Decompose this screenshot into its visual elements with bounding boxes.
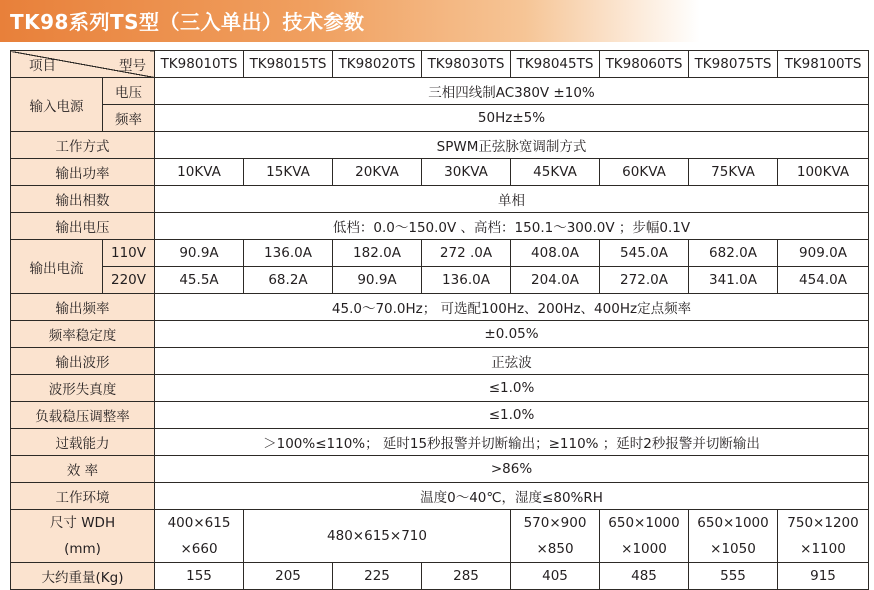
weight-cell: 555 [689,563,778,590]
weight-cell: 915 [778,563,869,590]
size-cell-top: 570×900 [523,515,587,531]
input-voltage-row [11,78,869,105]
efficiency-label: 效 率 [11,456,155,483]
item-label: 项目 [29,58,56,74]
model-header: TK98010TS [155,51,244,78]
output-current-cell: 545.0A [600,240,689,267]
output-current-cell: 909.0A [778,240,869,267]
distortion-value: ≤1.0% [155,375,869,402]
output-current-cell: 45.5A [155,267,244,294]
size-label-top: 尺寸 WDH [49,515,116,531]
output-current-110-row [11,240,869,267]
size-cell-bottom: ×1050 [710,541,756,557]
size-cell [778,510,869,563]
output-wave-row [11,348,869,375]
output-current-cell: 90.9A [333,267,422,294]
size-cell [689,510,778,563]
work-mode-value: SPWM正弦脉宽调制方式 [155,132,869,159]
weight-cell: 225 [333,563,422,590]
weight-cell: 405 [511,563,600,590]
output-phase-row [11,186,869,213]
size-cell [511,510,600,563]
load-regulation-value: ≤1.0% [155,402,869,429]
model-label: 型号 [119,58,146,74]
work-mode-row [11,132,869,159]
load-regulation-label: 负载稳压调整率 [11,402,155,429]
header-diagonal-cell [11,51,155,78]
size-cell-bottom: ×850 [536,541,574,557]
output-phase-label: 输出相数 [11,186,155,213]
output-current-cell: 341.0A [689,267,778,294]
output-current-cell: 136.0A [244,240,333,267]
model-header: TK98020TS [333,51,422,78]
model-header: TK98100TS [778,51,869,78]
output-current-cell: 454.0A [778,267,869,294]
output-power-label: 输出功率 [11,159,155,186]
environment-label: 工作环境 [11,483,155,510]
output-voltage-value: 低档：0.0～150.0V 、高档：150.1～300.0V ；步幅0.1V [155,213,869,240]
freq-stability-row [11,321,869,348]
freq-stability-label: 频率稳定度 [11,321,155,348]
overload-label: 过载能力 [11,429,155,456]
size-cell [155,510,244,563]
input-power-label: 输入电源 [11,78,103,132]
size-cell [600,510,689,563]
output-voltage-label: 输出电压 [11,213,155,240]
size-label-unit: (mm) [64,541,101,557]
output-current-220-row [11,267,869,294]
output-wave-value: 正弦波 [155,348,869,375]
work-mode-label: 工作方式 [11,132,155,159]
input-freq-value: 50Hz±5% [155,105,869,132]
size-cell-top: 650×1000 [697,515,769,531]
size-cell-top: 750×1200 [787,515,859,531]
output-phase-value: 单相 [155,186,869,213]
input-freq-row [11,105,869,132]
weight-row [11,563,869,590]
environment-value: 温度0～40℃，湿度≤80%RH [155,483,869,510]
freq-stability-value: ±0.05% [155,321,869,348]
output-current-cell: 272.0A [600,267,689,294]
output-current-sub-label: 110V [103,240,155,267]
distortion-row [11,375,869,402]
size-cell-merged: 480×615×710 [244,510,511,563]
overload-row [11,429,869,456]
model-header: TK98075TS [689,51,778,78]
weight-cell: 155 [155,563,244,590]
efficiency-row [11,456,869,483]
output-current-label: 输出电流 [11,240,103,294]
size-label [11,510,155,563]
output-current-cell: 408.0A [511,240,600,267]
output-freq-label: 输出频率 [11,294,155,321]
output-power-cell: 20KVA [333,159,422,186]
output-current-cell: 182.0A [333,240,422,267]
input-voltage-label: 电压 [103,78,155,105]
output-wave-label: 输出波形 [11,348,155,375]
output-power-row [11,159,869,186]
output-power-cell: 15KVA [244,159,333,186]
size-cell-bottom: ×660 [180,541,218,557]
environment-row [11,483,869,510]
size-cell-top: 400×615 [167,515,231,531]
distortion-label: 波形失真度 [11,375,155,402]
size-row [11,510,869,563]
weight-cell: 205 [244,563,333,590]
title-banner [0,0,700,42]
output-power-cell: 30KVA [422,159,511,186]
input-voltage-value: 三相四线制AC380V ±10% [155,78,869,105]
load-regulation-row [11,402,869,429]
output-current-cell: 204.0A [511,267,600,294]
output-power-cell: 75KVA [689,159,778,186]
output-current-cell: 682.0A [689,240,778,267]
size-cell-bottom: ×1100 [800,541,846,557]
page-title: TK98系列TS型（三入单出）技术参数 [10,10,365,34]
size-cell-top: 650×1000 [608,515,680,531]
output-current-cell: 90.9A [155,240,244,267]
output-power-cell: 60KVA [600,159,689,186]
output-current-cell: 136.0A [422,267,511,294]
output-freq-row [11,294,869,321]
size-cell-bottom: ×1000 [621,541,667,557]
weight-label: 大约重量(Kg) [11,563,155,590]
output-power-cell: 45KVA [511,159,600,186]
output-freq-value: 45.0～70.0Hz； 可选配100Hz、200Hz、400Hz定点频率 [155,294,869,321]
output-current-cell: 68.2A [244,267,333,294]
model-header: TK98015TS [244,51,333,78]
efficiency-value: >86% [155,456,869,483]
weight-cell: 285 [422,563,511,590]
spec-table [10,50,869,590]
model-header: TK98060TS [600,51,689,78]
header-row [11,51,869,78]
output-power-cell: 100KVA [778,159,869,186]
model-header: TK98030TS [422,51,511,78]
output-current-cell: 272 .0A [422,240,511,267]
output-voltage-row [11,213,869,240]
output-current-sub-label: 220V [103,267,155,294]
input-freq-label: 频率 [103,105,155,132]
overload-value: ＞100%≤110%； 延时15秒报警并切断输出；≥110% ；延时2秒报警并切断输出 [155,429,869,456]
weight-cell: 485 [600,563,689,590]
output-power-cell: 10KVA [155,159,244,186]
model-header: TK98045TS [511,51,600,78]
